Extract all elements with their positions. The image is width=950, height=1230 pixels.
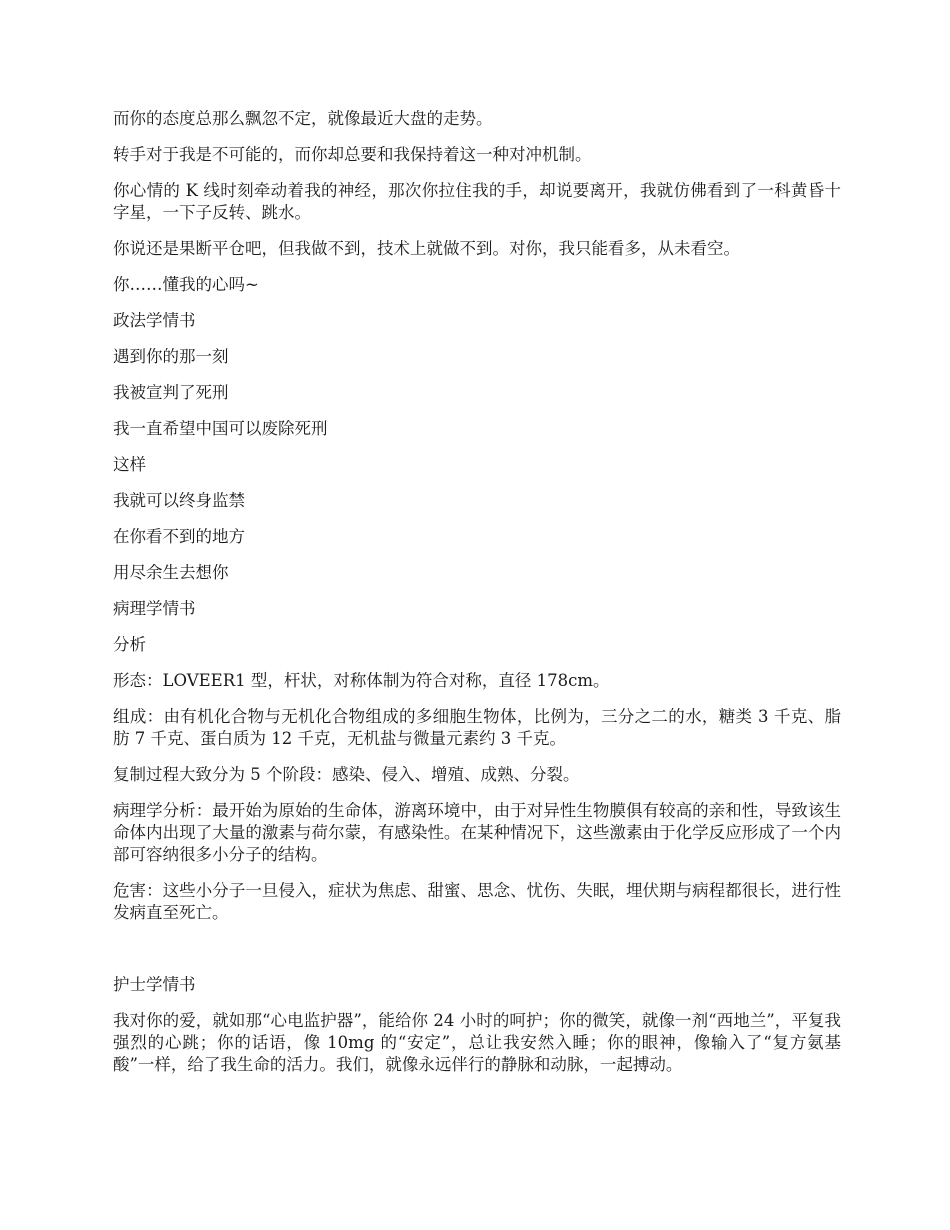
line-meet-you: 遇到你的那一刻 (113, 347, 229, 366)
paragraph-k-line: 你心情的 K 线时刻牵动着我的神经，那次你拉住我的手，却说要离开，我就仿佛看到了一科黄昏十字星，一下子反转、跳水。 (113, 181, 841, 222)
paragraph-nurse-letter: 我对你的爱，就如那“心电监护器”，能给你 24 小时的呵护；你的微笑，就像一剂“西地兰”，平复我强烈的心跳；你的话语，像 10mg 的“安定”，总让我安然入睡；你的眼神，像输入了“复方氨基酸”一样，给了我生命的活力。我们，就像永远伴行的静脉和动脉，一起搏动。 (113, 1011, 841, 1074)
paragraph-composition: 组成：由有机化合物与无机化合物组成的多细胞生物体，比例为，三分之二的水，糖类 3 千克、脂肪 7 千克、蛋白质为 12 千克，无机盐与微量元素约 3 千克。 (113, 707, 841, 748)
paragraph-hedge: 转手对于我是不可能的，而你却总要和我保持着这一种对冲机制。 (113, 145, 592, 164)
paragraph-pathology-analysis: 病理学分析：最开始为原始的生命体，游离环境中，由于对异性生物膜俱有较高的亲和性，导致该生命体内出现了大量的激素与荷尔蒙，有感染性。在某种情况下，这些激素由于化学反应形成了一个内部可容纳很多小分子的结构。 (113, 801, 841, 864)
heading-pathology-letter: 病理学情书 (113, 599, 196, 618)
paragraph-harm: 危害：这些小分子一旦侵入，症状为焦虑、甜蜜、思念、忧伤、失眠，埋伏期与病程都很长，进行性发病直至死亡。 (113, 881, 841, 922)
line-sentenced: 我被宣判了死刑 (113, 383, 229, 402)
heading-analysis: 分析 (113, 635, 146, 654)
line-miss-you: 用尽余生去想你 (113, 563, 229, 582)
paragraph-close-position: 你说还是果断平仓吧，但我做不到，技术上就做不到。对你，我只能看多，从未看空。 (113, 239, 740, 258)
line-life-imprisonment: 我就可以终身监禁 (113, 491, 245, 510)
section-spacer (113, 938, 841, 974)
paragraph-understand: 你……懂我的心吗~ (113, 275, 259, 294)
line-so: 这样 (113, 455, 146, 474)
paragraph-morphology: 形态：LOVEER1 型，杆状，对称体制为符合对称，直径 178cm。 (113, 671, 610, 690)
heading-nurse-letter: 护士学情书 (113, 975, 196, 994)
paragraph-market-attitude: 而你的态度总那么飘忽不定，就像最近大盘的走势。 (113, 109, 493, 128)
paragraph-replication: 复制过程大致分为 5 个阶段：感染、侵入、增殖、成熟、分裂。 (113, 765, 580, 784)
heading-law-letter: 政法学情书 (113, 311, 196, 330)
line-unseen-place: 在你看不到的地方 (113, 527, 245, 546)
document-body (113, 108, 841, 1090)
line-abolish: 我一直希望中国可以废除死刑 (113, 419, 328, 438)
